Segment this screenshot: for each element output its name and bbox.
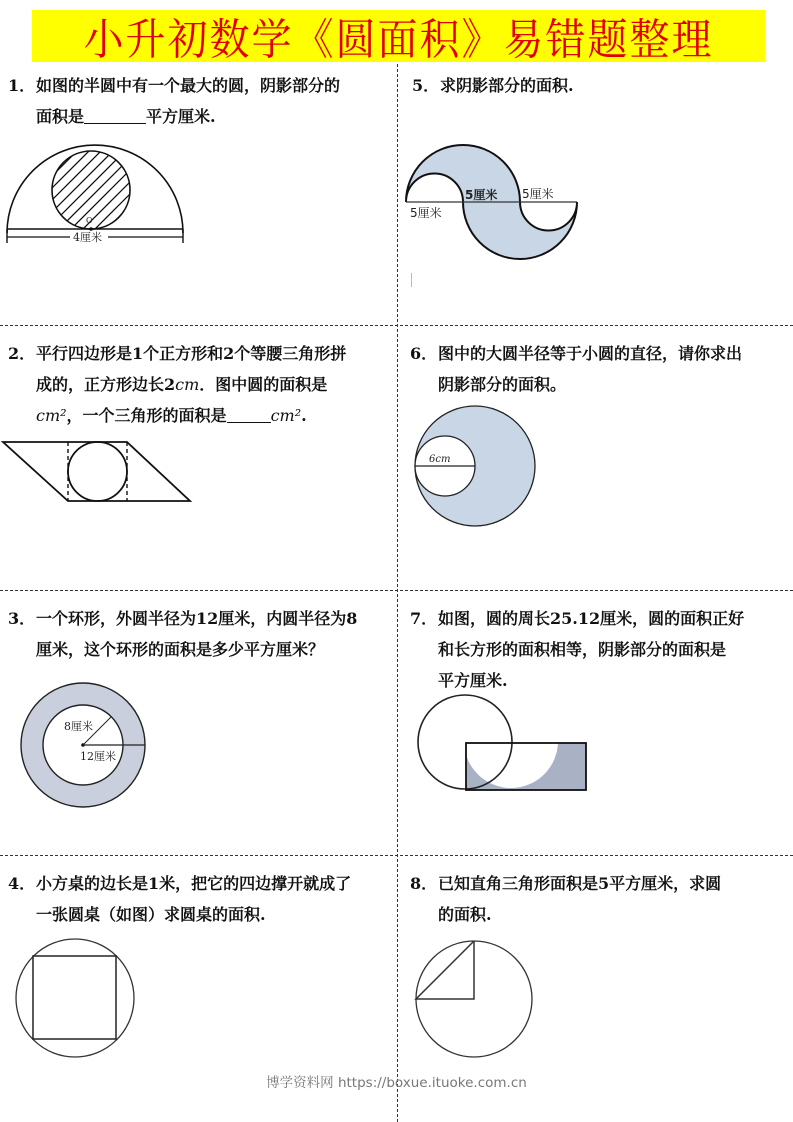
diameter-label: 6cm: [429, 454, 451, 465]
question-number: 2．: [8, 344, 36, 363]
vertical-divider: [397, 64, 398, 1122]
horizontal-divider-1: [0, 325, 793, 326]
figure-1-semicircle: [0, 140, 200, 250]
unit-text: cm²: [36, 406, 67, 425]
question-6: [410, 338, 793, 400]
question-number: 1．: [8, 76, 36, 95]
figure-8-circle-triangle: [410, 935, 540, 1065]
question-number: 5．: [412, 76, 440, 95]
question-text: 的面积.: [438, 905, 492, 924]
question-text: 如图的半圆中有一个最大的圆，阴影部分的: [36, 76, 341, 95]
question-text: 一张圆桌（如图）求圆桌的面积.: [36, 905, 266, 924]
question-text: 已知直角三角形面积是5平方厘米，求圆: [438, 874, 722, 893]
question-3: [8, 603, 398, 665]
question-7: [410, 603, 793, 696]
label-middle: 5厘米: [465, 188, 498, 202]
question-text: 和长方形的面积相等，阴影部分的面积是: [438, 640, 727, 659]
question-text: 小方桌的边长是1米，把它的四边撑开就成了: [36, 874, 352, 893]
figure-5-s-shape: [400, 140, 590, 270]
question-2: [8, 338, 398, 431]
question-text: 平行四边形是1个正方形和2个等腰三角形拼: [36, 344, 347, 363]
figure-4-square-in-circle: [10, 935, 140, 1065]
question-number: 6．: [410, 344, 438, 363]
question-text: 阴影部分的面积。: [438, 375, 567, 394]
question-number: 4．: [8, 874, 36, 893]
title-banner: [32, 10, 765, 65]
horizontal-divider-3: [0, 855, 793, 856]
question-number: 8．: [410, 874, 438, 893]
question-4: [8, 868, 398, 930]
question-text: 平方厘米.: [146, 107, 216, 126]
question-text: 面积是: [36, 107, 85, 126]
question-text: 一个环形，外圆半径为12厘米，内圆半径为8: [36, 609, 358, 628]
label-left: 5厘米: [410, 206, 442, 220]
question-text: 厘米，这个环形的面积是多少平方厘米？: [36, 640, 325, 659]
figure-7-circle-rectangle: [410, 690, 600, 800]
answer-blank[interactable]: [84, 107, 146, 124]
question-number: 7．: [410, 609, 438, 628]
stray-mark: [411, 273, 412, 287]
question-text: 平方厘米.: [438, 671, 508, 690]
unit-text: cm²: [270, 406, 302, 425]
question-text: ，一个三角形的面积是: [66, 406, 227, 425]
question-text: 图中的大圆半径等于小圆的直径，请你求出: [438, 344, 743, 363]
question-text: .: [301, 406, 307, 425]
label-right: 5厘米: [522, 187, 554, 201]
unit-text: cm: [175, 375, 200, 394]
inner-radius-label: 8厘米: [64, 720, 93, 733]
center-point-label: O: [86, 216, 93, 225]
question-text: ．图中圆的面积是: [199, 375, 328, 394]
question-1: [8, 70, 398, 132]
question-8: [410, 868, 793, 930]
diameter-label: 4厘米: [73, 231, 102, 244]
question-text: 求阴影部分的面积.: [440, 76, 574, 95]
answer-blank[interactable]: [227, 406, 271, 423]
page-title: 小升初数学《圆面积》易错题整理: [83, 14, 714, 65]
footer-watermark: 博学资料网 https://boxue.ituoke.com.cn: [266, 1075, 527, 1091]
question-text: 如图，圆的周长25.12厘米，圆的面积正好: [438, 609, 745, 628]
figure-6-circles: [405, 400, 545, 530]
figure-3-annulus: [20, 680, 160, 810]
outer-radius-label: 12厘米: [80, 750, 116, 763]
question-text: 成的，正方形边长2: [36, 375, 176, 394]
question-number: 3．: [8, 609, 36, 628]
horizontal-divider-2: [0, 590, 793, 591]
figure-2-parallelogram: [0, 430, 200, 510]
question-5: [412, 70, 793, 101]
